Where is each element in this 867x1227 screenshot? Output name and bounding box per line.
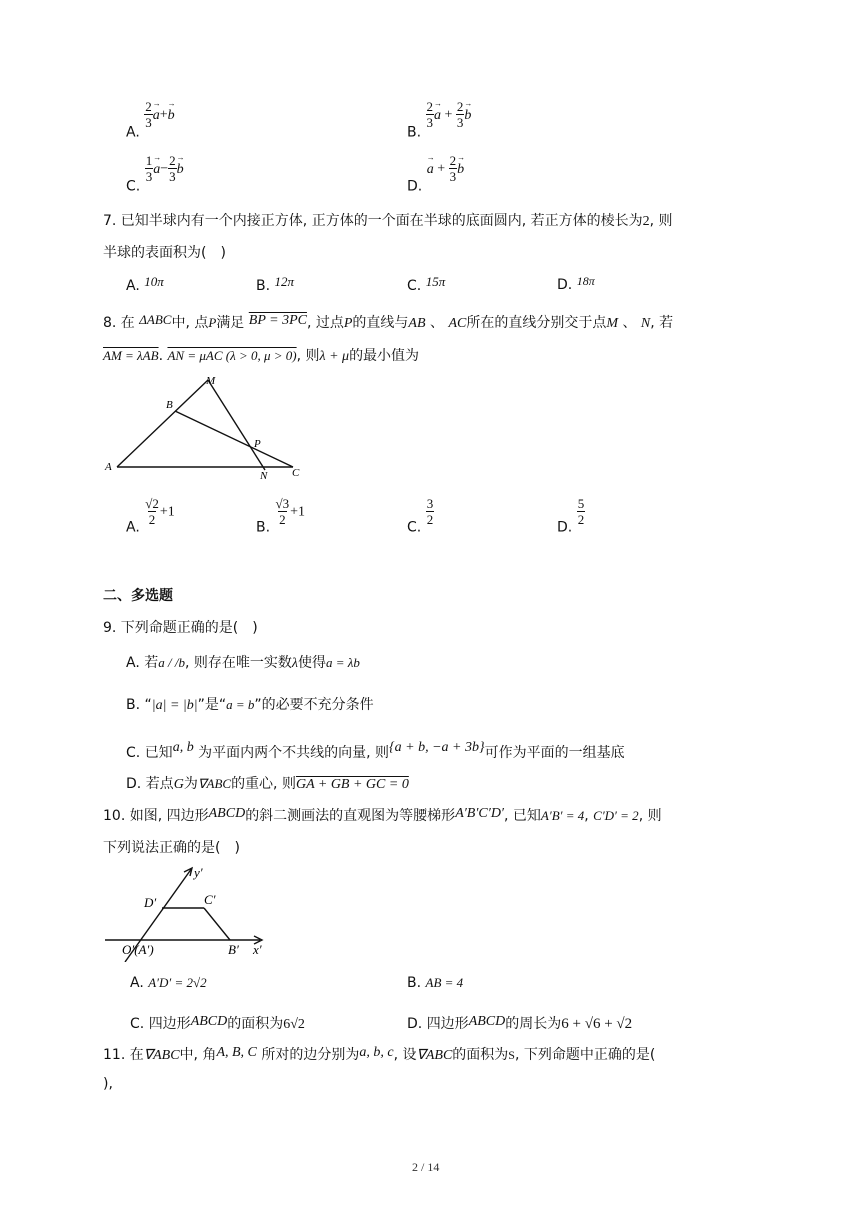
q9-stem: 9. 下列命题正确的是( ): [103, 620, 258, 636]
q9-option-b: B. “|a| = |b|”是“a = b”的必要不充分条件: [126, 697, 374, 713]
q8-figure-triangle: [100, 370, 310, 485]
q10-option-d: D. 四边形ABCD的周长为6 + √6 + √2: [407, 1014, 633, 1032]
q8-stem-line1: 8. 在 ΔABC中, 点P满足 BP = 3PC, 过点P的直线与AB 、 AC所在的直线分别交于点M 、 N, 若: [103, 312, 674, 331]
label-o: O′(A′): [122, 942, 154, 957]
label-y: y′: [194, 865, 203, 880]
q8-stem-line2: AM = λAB. AN = μAC (λ > 0, μ > 0), 则λ + μ的最小值为: [103, 348, 420, 364]
q6-option-a: A. $\frac{2}{3}$ a →+b →: [126, 100, 175, 141]
q6-option-c: C. $\frac{1}{3}$ a →− $\frac{2}{3}$ b →: [126, 154, 184, 195]
label-b: B′: [228, 942, 239, 957]
q7-option-a: A. 10π: [126, 274, 164, 294]
q9-option-d: D. 若点G为∇ABC的重心, 则GA + GB + GC = 0: [126, 776, 409, 792]
option-label: A.: [126, 124, 140, 141]
q11-stem-line2: ),: [103, 1076, 113, 1092]
q10-option-b: B. AB = 4: [407, 975, 464, 991]
label-b: B: [166, 399, 173, 411]
option-label: C.: [126, 178, 141, 195]
q9-option-c: C. 已知a, b 为平面内两个不共线的向量, 则{a + b, −a + 3b}可作为平面的一组基底: [126, 740, 625, 761]
q11-stem-line1: 11. 在∇ABC中, 角A, B, C 所对的边分别为a, b, c, 设∇ABC的面积为S, 下列命题中正确的是(: [103, 1045, 656, 1063]
q10-stem-line2: 下列说法正确的是( ): [103, 840, 240, 856]
label-m: M: [206, 375, 216, 387]
label-a: A: [105, 461, 112, 473]
label-d: D′: [144, 895, 157, 910]
q9-option-a: A. 若a / /b, 则存在唯一实数λ使得a = λb: [126, 655, 360, 671]
q8-option-b: B. $\frac{√3}{2}$ +1: [256, 496, 306, 536]
q8-option-c: C. $\frac{3}{2}$: [407, 496, 434, 536]
option-label: D.: [407, 178, 423, 195]
section-title: 二、多选题: [103, 588, 173, 604]
label-p: P: [254, 438, 261, 450]
label-n: N: [260, 470, 268, 482]
label-x: x′: [253, 942, 262, 957]
q7-option-d: D. 18π: [557, 274, 595, 293]
q10-figure-trapezoid: [100, 862, 280, 962]
q8-option-d: D. $\frac{5}{2}$: [557, 496, 585, 536]
label-c: C′: [204, 892, 216, 907]
option-label: B.: [407, 124, 422, 141]
q7-option-b: B. 12π: [256, 274, 295, 294]
q7-stem-line2: 半球的表面积为( ): [103, 245, 226, 261]
q10-option-a: A. A′D′ = 2√2: [130, 975, 207, 991]
q10-option-c: C. 四边形ABCD的面积为6√2: [130, 1014, 305, 1032]
q6-option-b: B. $\frac{2}{3}$ a → + $\frac{2}{3}$ b →: [407, 100, 471, 141]
q7-option-c: C. 15π: [407, 274, 446, 294]
q7-stem-line1: 7. 已知半球内有一个内接正方体, 正方体的一个面在半球的底面圆内, 若正方体的棱长为2, 则: [103, 213, 673, 229]
q6-option-d: D. a → + $\frac{2}{3}$ b →: [407, 154, 464, 195]
q8-option-a: A. $\frac{√2}{2}$ +1: [126, 496, 175, 536]
page-number: 2 / 14: [412, 1160, 440, 1174]
q10-stem-line1: 10. 如图, 四边形ABCD的斜二测画法的直观图为等腰梯形A′B′C′D′, 已知A′B′ = 4, C′D′ = 2, 则: [103, 806, 662, 824]
label-c: C: [292, 467, 300, 479]
